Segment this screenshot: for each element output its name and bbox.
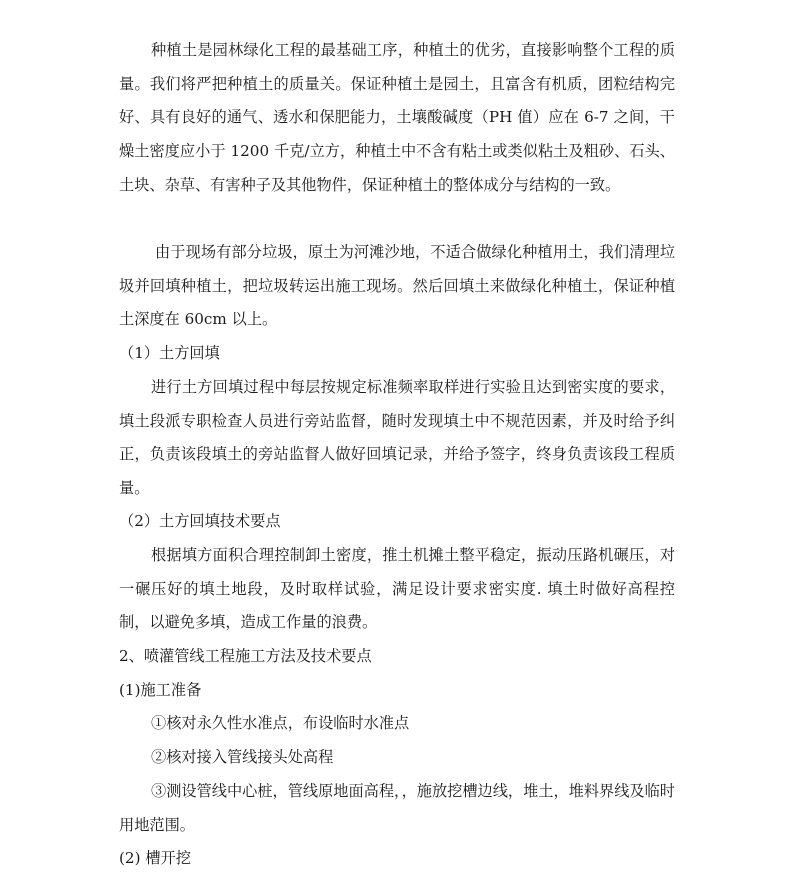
- paragraph-planting-soil-quality: 种植土是园林绿化工程的最基础工序，种植土的优劣，直接影响整个工程的质量。我们将严把种植土的质量关。保证种植土是园土，且富含有机质，团粒结构完好、具有良好的通气、透水和保肥能力，土壤酸碱度（PH 值）应在 6-7 之间，干燥土密度应小于 1200 千克/立方，种植土中不含有粘土或类似粘土及粗砂、石头、土块、杂草、有害种子及其他物件，保证种植土的整体成分与结构的一致。: [119, 41, 675, 194]
- heading-sprinkler-pipeline: 2、喷灌管线工程施工方法及技术要点: [119, 647, 372, 665]
- paragraph-backfill-technical-points: 根据填方面积合理控制卸土密度，推土机摊土整平稳定，振动压路机碾压，对一碾压好的填土地段，及时取样试验，满足设计要求密实度. 填土时做好高程控制，以避免多填，造成工作量的浪费。: [119, 546, 675, 632]
- heading-earthwork-backfill: （1）土方回填: [119, 344, 220, 362]
- heading-trench-excavation: (2) 槽开挖: [119, 849, 191, 867]
- paragraph-earthwork-backfill: 进行土方回填过程中每层按规定标准频率取样进行实验且达到密实度的要求，填土段派专职检查人员进行旁站监督，随时发现填土中不规范因素，并及时给予纠正，负责该段填土的旁站监督人做好回填记录，并给予签字，终身负责该段工程质量。: [119, 378, 675, 498]
- heading-construction-preparation: (1)施工准备: [119, 681, 202, 699]
- item-survey-centerline: ③测设管线中心桩，管线原地面高程，，施放挖槽边线，堆土，堆料界线及临时用地范围。: [119, 782, 675, 834]
- item-check-benchmark: ①核对永久性水准点，布设临时水准点: [151, 714, 410, 732]
- item-check-joint-elevation: ②核对接入管线接头处高程: [151, 748, 334, 766]
- paragraph-site-garbage-backfill: 由于现场有部分垃圾，原土为河滩沙地，不适合做绿化种植用土，我们清理垃圾并回填种植土，把垃圾转运出施工现场。然后回填土来做绿化种植土，保证种植土深度在 60cm 以上。: [119, 243, 675, 329]
- heading-backfill-technical-points: （2）土方回填技术要点: [119, 512, 281, 530]
